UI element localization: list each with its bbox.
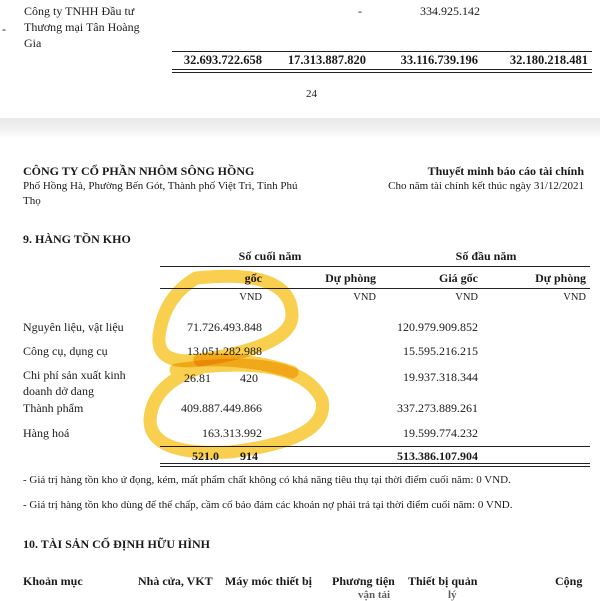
row-label: Thành phẩm bbox=[23, 401, 84, 415]
company-address-line-2: Thọ bbox=[23, 195, 41, 207]
prev-row-label-line-2: Thương mại Tân Hoàng bbox=[24, 20, 140, 34]
end-total-obscured-start: 521.0 bbox=[192, 449, 219, 463]
prev-total-top-rule bbox=[172, 51, 592, 52]
company-name: CÔNG TY CỔ PHẦN NHÔM SÔNG HỒNG bbox=[23, 164, 255, 178]
prev-row-value: 334.925.142 bbox=[420, 4, 480, 18]
col-header-transport-line-1: Phương tiện bbox=[332, 574, 395, 588]
subheader-end-cost: gốc bbox=[244, 271, 262, 285]
begin-cost-value: 19.599.774.232 bbox=[403, 426, 478, 440]
begin-total-value: 513.386.107.904 bbox=[397, 449, 478, 463]
inventory-total-double-rule bbox=[160, 463, 590, 467]
report-period: Cho năm tài chính kết thúc ngày 31/12/2021 bbox=[388, 180, 584, 192]
end-cost-value: 71.726.493.848 bbox=[187, 320, 262, 334]
begin-cost-value: 120.979.909.852 bbox=[397, 320, 478, 334]
end-cost-value-obscured-end: 420 bbox=[240, 371, 258, 385]
prev-row-dash: - bbox=[358, 4, 362, 18]
col-header-transport-line-2: vận tải bbox=[358, 589, 391, 601]
col-header-item: Khoản mục bbox=[23, 574, 83, 588]
col-header-office-equipment-line-1: Thiết bị quản bbox=[408, 574, 478, 588]
col-header-buildings: Nhà cửa, VKT bbox=[138, 574, 213, 588]
end-cost-value: 163.313.992 bbox=[202, 426, 262, 440]
unit-end-provision: VND bbox=[353, 292, 376, 303]
subheader-begin-provision: Dự phòng bbox=[535, 271, 586, 285]
end-cost-value: 13.051.282.988 bbox=[187, 344, 262, 358]
prev-row-label-line-3: Gia bbox=[24, 36, 42, 50]
prev-total-2: 17.313.887.820 bbox=[287, 53, 366, 67]
note-pledged-inventory: - Giá trị hàng tồn kho dùng để thế chấp, cầm cố bảo đảm các khoản nợ phải trả tại thời điểm cuối năm: 0 VND. bbox=[23, 499, 513, 511]
subheader-rule bbox=[160, 288, 590, 289]
begin-cost-value: 15.595.216.215 bbox=[403, 344, 478, 358]
row-label: Nguyên liệu, vật liệu bbox=[23, 320, 124, 334]
company-address-line-1: Phố Hồng Hà, Phường Bến Gót, Thành phố Việt Trì, Tỉnh Phú bbox=[23, 180, 298, 192]
left-edge-dash: - bbox=[2, 22, 6, 36]
end-cost-value-obscured-start: 26.81 bbox=[184, 371, 211, 385]
page-break-band bbox=[0, 118, 600, 138]
report-title: Thuyết minh báo cáo tài chính bbox=[427, 164, 584, 178]
subheader-end-provision: Dự phòng bbox=[325, 271, 376, 285]
group-header-rule bbox=[160, 266, 590, 267]
col-header-machinery: Máy móc thiết bị bbox=[225, 574, 312, 588]
begin-cost-value: 19.937.318.344 bbox=[403, 370, 478, 384]
group-header-beginning-of-year: Số đầu năm bbox=[455, 249, 517, 263]
end-cost-value: 409.887.449.866 bbox=[181, 401, 262, 415]
prev-total-double-rule bbox=[172, 69, 592, 73]
prev-total-1: 32.693.722.658 bbox=[183, 53, 262, 67]
inventory-total-top-rule bbox=[160, 446, 590, 447]
col-header-total: Cộng bbox=[555, 574, 583, 588]
unit-begin-provision: VND bbox=[563, 292, 586, 303]
row-label-line-2: doanh dở dang bbox=[23, 384, 94, 398]
prev-total-3: 33.116.739.196 bbox=[400, 53, 478, 67]
prev-row-label-line-1: Công ty TNHH Đầu tư bbox=[24, 4, 135, 18]
begin-cost-value: 337.273.889.261 bbox=[397, 401, 478, 415]
unit-begin-cost: VND bbox=[455, 292, 478, 303]
row-label-line-1: Chi phí sản xuất kinh bbox=[23, 368, 126, 382]
page-number: 24 bbox=[306, 88, 317, 100]
unit-end-cost: VND bbox=[239, 292, 262, 303]
row-label: Hàng hoá bbox=[23, 426, 70, 440]
fixed-assets-section-title: 10. TÀI SẢN CỐ ĐỊNH HỮU HÌNH bbox=[23, 537, 211, 551]
note-obsolete-inventory: - Giá trị hàng tồn kho ứ đọng, kém, mất phẩm chất không có khả năng tiêu thụ tại thời điểm cuối năm: 0 VND. bbox=[23, 474, 511, 486]
end-total-obscured-end: 914 bbox=[240, 449, 258, 463]
prev-total-4: 32.180.218.481 bbox=[509, 53, 588, 67]
group-header-end-of-year: Số cuối năm bbox=[238, 249, 302, 263]
subheader-begin-cost: Giá gốc bbox=[439, 271, 478, 285]
col-header-office-equipment-line-2: lý bbox=[448, 589, 457, 601]
row-label: Công cụ, dụng cụ bbox=[23, 344, 108, 358]
inventory-section-title: 9. HÀNG TỒN KHO bbox=[23, 232, 131, 246]
